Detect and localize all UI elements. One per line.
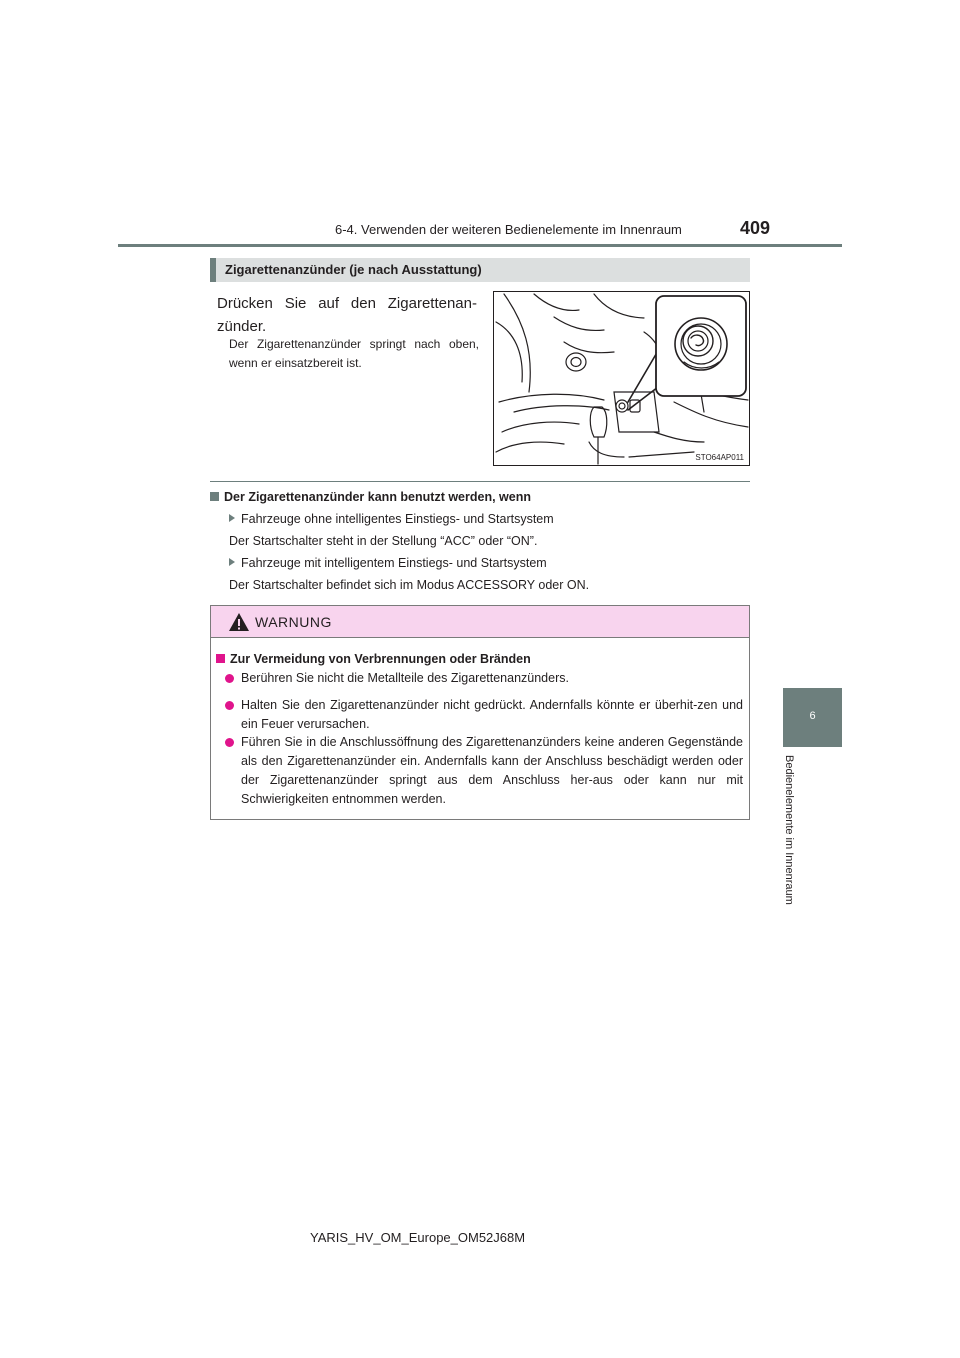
header-title: 6-4. Verwenden der weiteren Bedienelemente im Innenraum: [335, 222, 682, 237]
dot-bullet-icon: [225, 738, 234, 747]
section-title: Zigarettenanzünder (je nach Ausstattung): [225, 262, 482, 277]
warning-header: [211, 606, 749, 638]
warning-bullet-text: Halten Sie den Zigarettenanzünder nicht gedrückt. Andernfalls könnte er überhit-zen und ein Feuer verursachen.: [241, 698, 743, 731]
cigarette-lighter-figure: [493, 291, 750, 466]
square-bullet-icon: [210, 492, 219, 501]
chapter-number: 6: [809, 710, 816, 722]
usage-heading-text: Der Zigarettenanzünder kann benutzt werden, wenn: [224, 490, 531, 504]
usage-item-label-text: Fahrzeuge ohne intelligentes Einstiegs- und Startsystem: [241, 512, 554, 526]
usage-item-label: [229, 556, 547, 570]
instruction-text: Drücken Sie auf den Zigarettenan-zünder.: [217, 295, 477, 335]
dot-bullet-icon: [225, 701, 234, 710]
usage-heading: [210, 490, 531, 504]
warning-subheading: [216, 652, 531, 666]
warning-bullet-text: Berühren Sie nicht die Metallteile des Zigarettenanzünders.: [241, 671, 569, 685]
figure-code: STO64AP011: [695, 453, 744, 462]
instruction-note: Der Zigarettenanzünder springt nach oben, wenn er einsatzbereit ist.: [229, 337, 479, 370]
warning-title: WARNUNG: [255, 614, 332, 630]
usage-item-label: [229, 512, 554, 526]
section-accent: [210, 258, 216, 282]
warning-box: [210, 605, 750, 820]
square-bullet-icon: [216, 654, 225, 663]
footer-code: YARIS_HV_OM_Europe_OM52J68M: [310, 1230, 526, 1245]
section-title-bar: [210, 258, 750, 282]
warning-bullet: [225, 696, 743, 734]
dot-bullet-icon: [225, 674, 234, 683]
section-divider: [210, 481, 750, 482]
usage-item-text: Der Startschalter steht in der Stellung “ACC” oder “ON”.: [229, 534, 538, 548]
warning-bullet: [225, 733, 743, 809]
usage-item-label-text: Fahrzeuge mit intelligentem Einstiegs- und Startsystem: [241, 556, 547, 570]
warning-subheading-text: Zur Vermeidung von Verbrennungen oder Bränden: [230, 652, 531, 666]
chapter-tab: [783, 688, 842, 747]
dashboard-illustration: [494, 292, 749, 465]
warning-triangle-icon: [228, 612, 250, 632]
warning-bullet: [225, 669, 743, 688]
arrow-bullet-icon: [229, 558, 235, 566]
usage-item-text: Der Startschalter befindet sich im Modus ACCESSORY oder ON.: [229, 578, 590, 592]
page-number: 409: [740, 218, 771, 238]
arrow-bullet-icon: [229, 514, 235, 522]
header-rule: [118, 244, 842, 247]
chapter-label: [783, 755, 813, 935]
chapter-label-text: Bedienelemente im Innenraum: [783, 755, 795, 905]
warning-bullet-text: Führen Sie in die Anschlussöffnung des Zigarettenanzünders keine anderen Gegenstände als den Zigarettenanzünder ein. Andernfalls kann der Anschluss beschädigt werden oder der Zigarettenanzünder springt aus dem Anschluss her-aus oder kann nur mit Schwierigkeiten entnommen werden.: [241, 735, 743, 806]
